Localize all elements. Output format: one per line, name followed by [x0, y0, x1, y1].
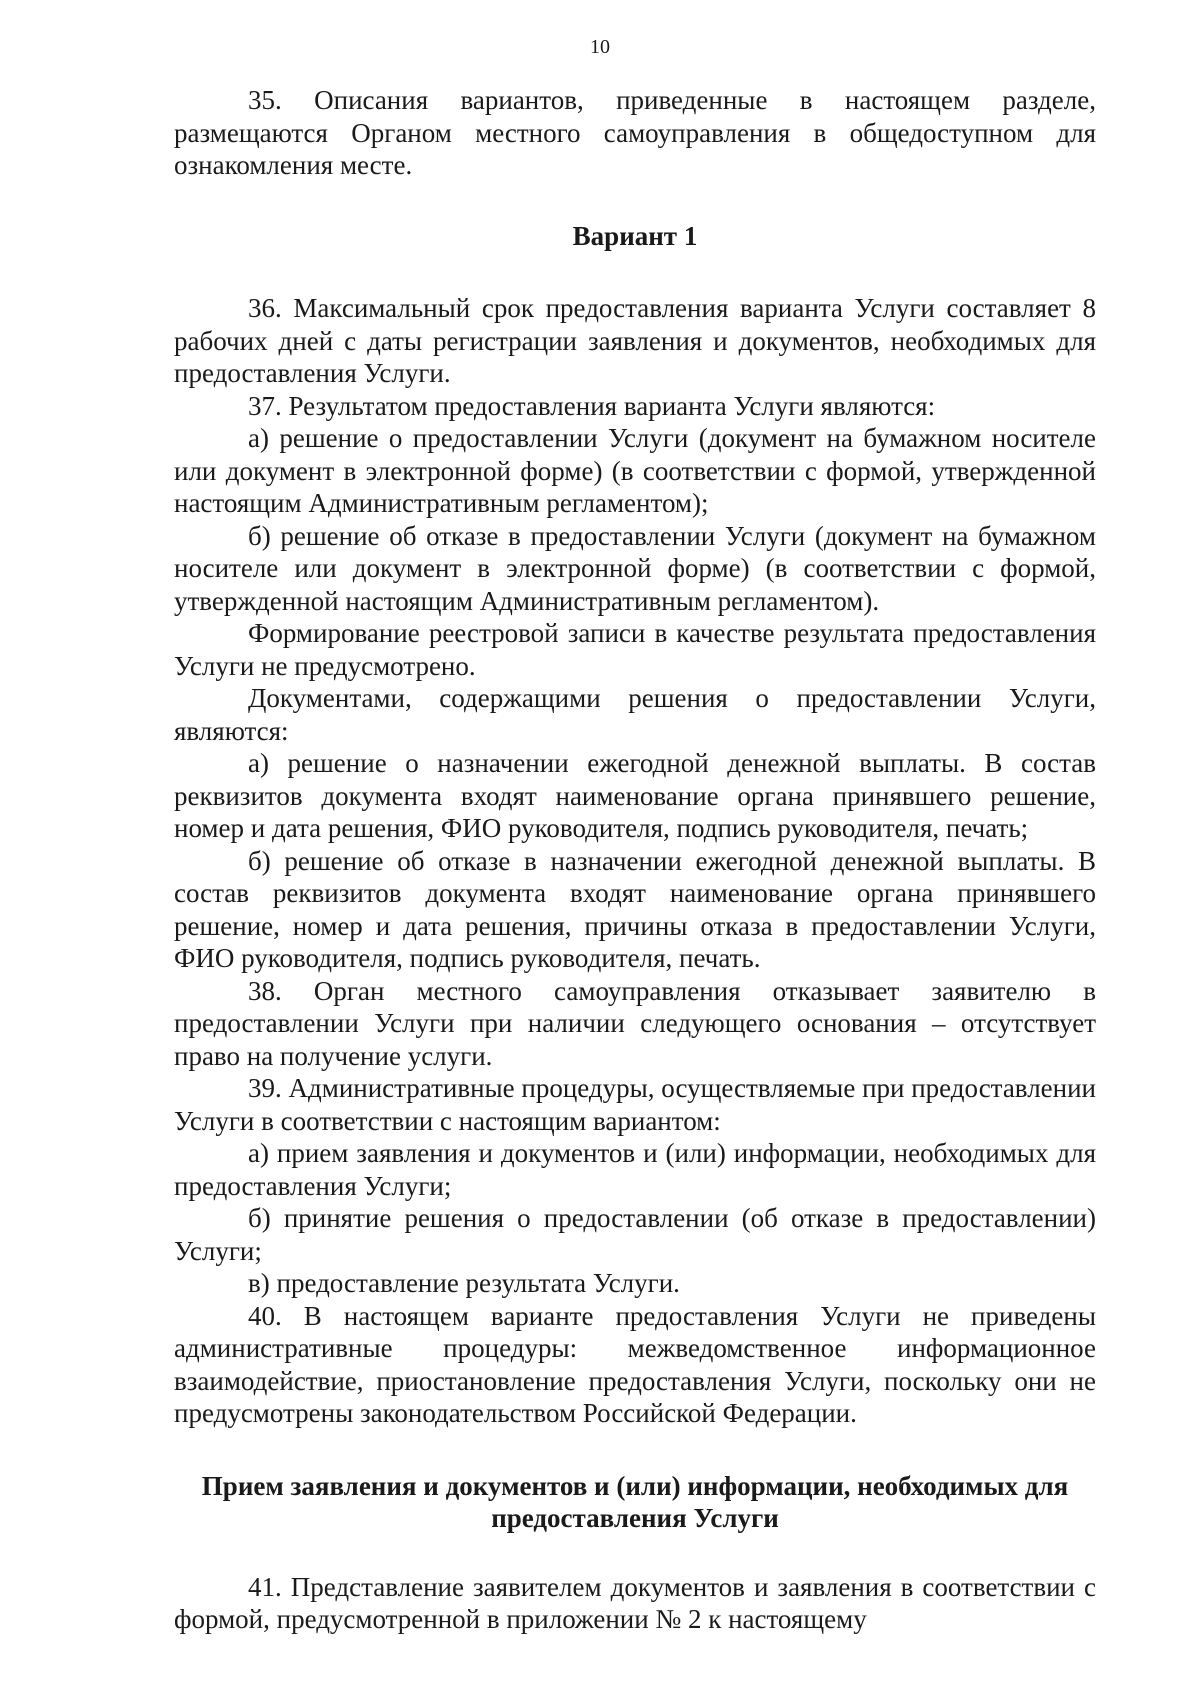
- paragraph-40: 40. В настоящем варианте предоставления Услуги не приведены административные процедуры: межведомственное информационное взаимодействие, приостановление предоставления Услуги, поскольку они не предусмотрены законодательством Российской Федерации.: [174, 1300, 1096, 1428]
- paragraph-decision-a: а) решение о назначении ежегодной денежной выплаты. В состав реквизитов документа входят наименование органа принявшего решение, номер и дата решения, ФИО руководителя, подпись руководителя, печать;: [174, 748, 1096, 843]
- document-body: [174, 84, 1096, 1636]
- paragraph-39: 39. Административные процедуры, осуществляемые при предоставлении Услуги в соответствии с настоящим вариантом:: [174, 1073, 1096, 1136]
- page-number: 10: [590, 36, 610, 58]
- paragraph-decision-b: б) решение об отказе в назначении ежегодной денежной выплаты. В состав реквизитов документа входят наименование органа принявшего решение, номер и дата решения, причины отказа в предоставлении Услуги, ФИО руководителя, подпись руководителя, печать.: [174, 845, 1096, 973]
- paragraph-39-b: б) принятие решения о предоставлении (об отказе в предоставлении) Услуги;: [174, 1203, 1096, 1266]
- paragraph-41: 41. Представление заявителем документов и заявления в соответствии с формой, предусмотренной в приложении № 2 к настоящему: [174, 1571, 1096, 1634]
- paragraph-39-a: а) прием заявления и документов и (или) информации, необходимых для предоставления Услуги;: [174, 1138, 1096, 1201]
- heading-section-reception: Прием заявления и документов и (или) информации, необходимых для предоставления Услуги: [201, 1470, 1069, 1533]
- paragraph-37: 37. Результатом предоставления варианта Услуги являются:: [248, 390, 936, 421]
- paragraph-36: 36. Максимальный срок предоставления варианта Услуги составляет 8 рабочих дней с даты регистрации заявления и документов, необходимых для предоставления Услуги.: [174, 293, 1096, 388]
- paragraph-registry-record: Формирование реестровой записи в качестве результата предоставления Услуги не предусмотрено.: [174, 618, 1096, 681]
- paragraph-37-a: а) решение о предоставлении Услуги (документ на бумажном носителе или документ в электронной форме) (в соответствии с формой, утвержденной настоящим Административным регламентом);: [174, 423, 1096, 518]
- paragraph-35: 35. Описания вариантов, приведенные в настоящем разделе, размещаются Органом местного самоуправления в общедоступном для ознакомления месте.: [174, 85, 1096, 180]
- paragraph-decision-documents: Документами, содержащими решения о предоставлении Услуги, являются:: [174, 683, 1096, 746]
- paragraph-38: 38. Орган местного самоуправления отказывает заявителю в предоставлении Услуги при наличии следующего основания – отсутствует право на получение услуги.: [174, 975, 1096, 1071]
- heading-variant-1: Вариант 1: [572, 220, 698, 251]
- paragraph-39-c: в) предоставление результата Услуги.: [248, 1268, 680, 1298]
- paragraph-37-b: б) решение об отказе в предоставлении Услуги (документ на бумажном носителе или документ в электронной форме) (в соответствии с формой, утвержденной настоящим Административным регламентом).: [174, 520, 1096, 616]
